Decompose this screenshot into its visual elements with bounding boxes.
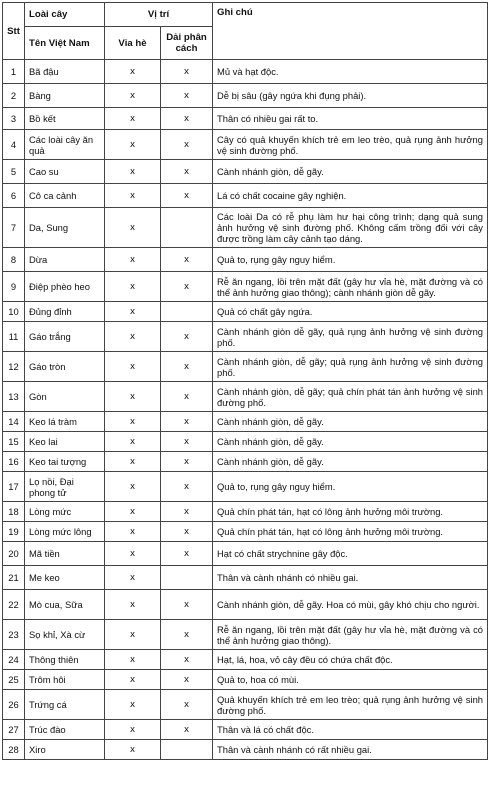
via-he-mark: x <box>105 60 161 84</box>
tree-name: Trôm hôi <box>25 670 105 690</box>
note-text: Thân có nhiều gai rất to. <box>213 108 488 130</box>
note-text: Thân và cành nhánh có nhiều gai. <box>213 566 488 590</box>
tree-name: Lòng mức <box>25 502 105 522</box>
via-he-mark: x <box>105 84 161 108</box>
dai-phan-cach-mark: x <box>161 502 213 522</box>
tree-name: Dừa <box>25 248 105 272</box>
via-he-mark: x <box>105 690 161 720</box>
note-text: Thân và cành nhánh có rất nhiều gai. <box>213 740 488 760</box>
dai-phan-cach-mark: x <box>161 452 213 472</box>
via-he-mark: x <box>105 302 161 322</box>
tree-name: Mã tiền <box>25 542 105 566</box>
via-he-mark: x <box>105 670 161 690</box>
table-row <box>3 620 488 650</box>
tree-name: Bã đậu <box>25 60 105 84</box>
note-text: Cành nhánh giòn, dễ gãy; quả chín phát tán ảnh hưởng vệ sinh đường phố. <box>213 382 488 412</box>
dai-phan-cach-mark: x <box>161 322 213 352</box>
note-text: Cành nhánh giòn, dễ gãy. <box>213 412 488 432</box>
row-number: 11 <box>3 322 25 352</box>
table-row <box>3 452 488 472</box>
prohibited-trees-table <box>2 2 488 760</box>
table-row <box>3 720 488 740</box>
dai-phan-cach-mark <box>161 208 213 248</box>
tree-name: Trứng cá <box>25 690 105 720</box>
tree-name: Bồ kết <box>25 108 105 130</box>
row-number: 2 <box>3 84 25 108</box>
tree-name: Các loài cây ăn quả <box>25 130 105 160</box>
via-he-mark: x <box>105 620 161 650</box>
table-row <box>3 472 488 502</box>
row-number: 15 <box>3 432 25 452</box>
note-text: Cành nhánh giòn dễ gãy, quả rụng ảnh hưởng vệ sinh đường phố. <box>213 322 488 352</box>
note-text: Cây có quả khuyến khích trẻ em leo trèo, quả rụng ảnh hưởng vệ sinh đường phố. <box>213 130 488 160</box>
note-text: Quả có chất gây ngứa. <box>213 302 488 322</box>
header-vi-tri: Vị trí <box>105 3 213 27</box>
tree-name: Cô ca cảnh <box>25 184 105 208</box>
dai-phan-cach-mark: x <box>161 84 213 108</box>
via-he-mark: x <box>105 522 161 542</box>
via-he-mark: x <box>105 412 161 432</box>
note-text: Các loài Da có rễ phụ làm hư hại công trình; dạng quả sung ảnh hưởng vệ sinh đường phố. Không cấm trồng đối với cây được trồng làm cây cảnh tạo dáng. <box>213 208 488 248</box>
table-row <box>3 60 488 84</box>
note-text: Dễ bị sâu (gây ngứa khi đụng phải). <box>213 84 488 108</box>
row-number: 18 <box>3 502 25 522</box>
table-row <box>3 208 488 248</box>
via-he-mark: x <box>105 740 161 760</box>
row-number: 27 <box>3 720 25 740</box>
via-he-mark: x <box>105 720 161 740</box>
tree-name: Da, Sung <box>25 208 105 248</box>
header-dai-phan-cach: Dải phân cách <box>161 27 213 60</box>
table-row <box>3 302 488 322</box>
dai-phan-cach-mark: x <box>161 650 213 670</box>
dai-phan-cach-mark: x <box>161 590 213 620</box>
header-ghi-chu: Ghi chú <box>213 3 488 60</box>
tree-name: Cao su <box>25 160 105 184</box>
row-number: 10 <box>3 302 25 322</box>
row-number: 26 <box>3 690 25 720</box>
note-text: Quả chín phát tán, hạt có lông ảnh hưởng môi trường. <box>213 502 488 522</box>
table-row <box>3 382 488 412</box>
dai-phan-cach-mark: x <box>161 160 213 184</box>
table-row <box>3 502 488 522</box>
tree-name: Keo lá tràm <box>25 412 105 432</box>
via-he-mark: x <box>105 650 161 670</box>
via-he-mark: x <box>105 108 161 130</box>
dai-phan-cach-mark <box>161 566 213 590</box>
table-row <box>3 352 488 382</box>
row-number: 20 <box>3 542 25 566</box>
dai-phan-cach-mark: x <box>161 620 213 650</box>
table-row <box>3 522 488 542</box>
dai-phan-cach-mark: x <box>161 432 213 452</box>
dai-phan-cach-mark: x <box>161 108 213 130</box>
row-number: 25 <box>3 670 25 690</box>
header-loai-cay: Loài cây <box>25 3 105 27</box>
table-header <box>3 3 488 60</box>
note-text: Hạt, lá, hoa, vỏ cây đều có chứa chất độc. <box>213 650 488 670</box>
via-he-mark: x <box>105 272 161 302</box>
row-number: 9 <box>3 272 25 302</box>
note-text: Quả khuyến khích trẻ em leo trèo; quả rụng ảnh hưởng vệ sinh đường phố. <box>213 690 488 720</box>
note-text: Quả chín phát tán, hạt có lông ảnh hưởng môi trường. <box>213 522 488 542</box>
dai-phan-cach-mark: x <box>161 412 213 432</box>
row-number: 1 <box>3 60 25 84</box>
note-text: Cành nhánh giòn, dễ gãy; quả rụng ảnh hưởng vệ sinh đường phố. <box>213 352 488 382</box>
header-stt: Stt <box>3 3 25 60</box>
dai-phan-cach-mark: x <box>161 690 213 720</box>
dai-phan-cach-mark: x <box>161 670 213 690</box>
note-text: Cành nhánh giòn, dễ gãy. <box>213 160 488 184</box>
header-ten-viet-nam: Tên Việt Nam <box>25 27 105 60</box>
row-number: 5 <box>3 160 25 184</box>
row-number: 7 <box>3 208 25 248</box>
dai-phan-cach-mark: x <box>161 472 213 502</box>
tree-name: Trúc đào <box>25 720 105 740</box>
row-number: 3 <box>3 108 25 130</box>
row-number: 13 <box>3 382 25 412</box>
note-text: Quả to, hoa có mùi. <box>213 670 488 690</box>
tree-name: Lòng mức lông <box>25 522 105 542</box>
dai-phan-cach-mark <box>161 740 213 760</box>
via-he-mark: x <box>105 184 161 208</box>
dai-phan-cach-mark: x <box>161 184 213 208</box>
via-he-mark: x <box>105 382 161 412</box>
table-row <box>3 542 488 566</box>
table-row <box>3 160 488 184</box>
dai-phan-cach-mark: x <box>161 352 213 382</box>
table-row <box>3 412 488 432</box>
tree-name: Bàng <box>25 84 105 108</box>
tree-name: Lọ nồi, Đại phong tử <box>25 472 105 502</box>
table-row <box>3 690 488 720</box>
note-text: Rễ ăn ngang, lồi trên mặt đất (gây hư vỉa hè, mặt đường và có thể ảnh hưởng giao thông). <box>213 620 488 650</box>
table-row <box>3 108 488 130</box>
table-row <box>3 650 488 670</box>
tree-name: Keo tai tượng <box>25 452 105 472</box>
row-number: 21 <box>3 566 25 590</box>
row-number: 17 <box>3 472 25 502</box>
row-number: 12 <box>3 352 25 382</box>
dai-phan-cach-mark: x <box>161 542 213 566</box>
via-he-mark: x <box>105 432 161 452</box>
tree-name: Me keo <box>25 566 105 590</box>
table-body <box>3 60 488 760</box>
dai-phan-cach-mark <box>161 302 213 322</box>
dai-phan-cach-mark: x <box>161 522 213 542</box>
note-text: Cành nhánh giòn, dễ gãy. Hoa có mùi, gây khó chịu cho người. <box>213 590 488 620</box>
table-row <box>3 248 488 272</box>
row-number: 6 <box>3 184 25 208</box>
dai-phan-cach-mark: x <box>161 60 213 84</box>
note-text: Thân và lá có chất độc. <box>213 720 488 740</box>
note-text: Quả to, rụng gây nguy hiểm. <box>213 248 488 272</box>
table-row <box>3 130 488 160</box>
dai-phan-cach-mark: x <box>161 130 213 160</box>
tree-name: Keo lai <box>25 432 105 452</box>
via-he-mark: x <box>105 248 161 272</box>
via-he-mark: x <box>105 352 161 382</box>
table-row <box>3 670 488 690</box>
via-he-mark: x <box>105 322 161 352</box>
row-number: 19 <box>3 522 25 542</box>
table-row <box>3 272 488 302</box>
via-he-mark: x <box>105 472 161 502</box>
tree-name: Gòn <box>25 382 105 412</box>
row-number: 22 <box>3 590 25 620</box>
via-he-mark: x <box>105 208 161 248</box>
row-number: 4 <box>3 130 25 160</box>
tree-name: Mò cua, Sữa <box>25 590 105 620</box>
table-row <box>3 84 488 108</box>
tree-name: Xiro <box>25 740 105 760</box>
via-he-mark: x <box>105 502 161 522</box>
dai-phan-cach-mark: x <box>161 382 213 412</box>
tree-name: Gáo tròn <box>25 352 105 382</box>
via-he-mark: x <box>105 590 161 620</box>
row-number: 23 <box>3 620 25 650</box>
tree-name: Đủng đỉnh <box>25 302 105 322</box>
tree-name: Điệp phèo heo <box>25 272 105 302</box>
table-row <box>3 590 488 620</box>
tree-name: Sọ khỉ, Xà cừ <box>25 620 105 650</box>
table-row <box>3 740 488 760</box>
note-text: Quả to, rụng gây nguy hiểm. <box>213 472 488 502</box>
header-via-he: Vỉa hè <box>105 27 161 60</box>
row-number: 28 <box>3 740 25 760</box>
row-number: 8 <box>3 248 25 272</box>
note-text: Cành nhánh giòn, dễ gãy. <box>213 432 488 452</box>
note-text: Cành nhánh giòn, dễ gãy. <box>213 452 488 472</box>
row-number: 16 <box>3 452 25 472</box>
via-he-mark: x <box>105 452 161 472</box>
note-text: Mủ và hạt độc. <box>213 60 488 84</box>
note-text: Rễ ăn ngang, lồi trên mặt đất (gây hư vỉa hè, mặt đường và có thể ảnh hưởng giao thông); cành nhánh giòn dễ gãy. <box>213 272 488 302</box>
table-row <box>3 184 488 208</box>
table-row <box>3 322 488 352</box>
via-he-mark: x <box>105 160 161 184</box>
row-number: 14 <box>3 412 25 432</box>
dai-phan-cach-mark: x <box>161 272 213 302</box>
via-he-mark: x <box>105 542 161 566</box>
tree-name: Thông thiên <box>25 650 105 670</box>
tree-name: Gáo trắng <box>25 322 105 352</box>
via-he-mark: x <box>105 566 161 590</box>
dai-phan-cach-mark: x <box>161 248 213 272</box>
table-row <box>3 566 488 590</box>
note-text: Hạt có chất strychnine gây độc. <box>213 542 488 566</box>
table-row <box>3 432 488 452</box>
row-number: 24 <box>3 650 25 670</box>
note-text: Lá có chất cocaine gây nghiện. <box>213 184 488 208</box>
dai-phan-cach-mark: x <box>161 720 213 740</box>
via-he-mark: x <box>105 130 161 160</box>
